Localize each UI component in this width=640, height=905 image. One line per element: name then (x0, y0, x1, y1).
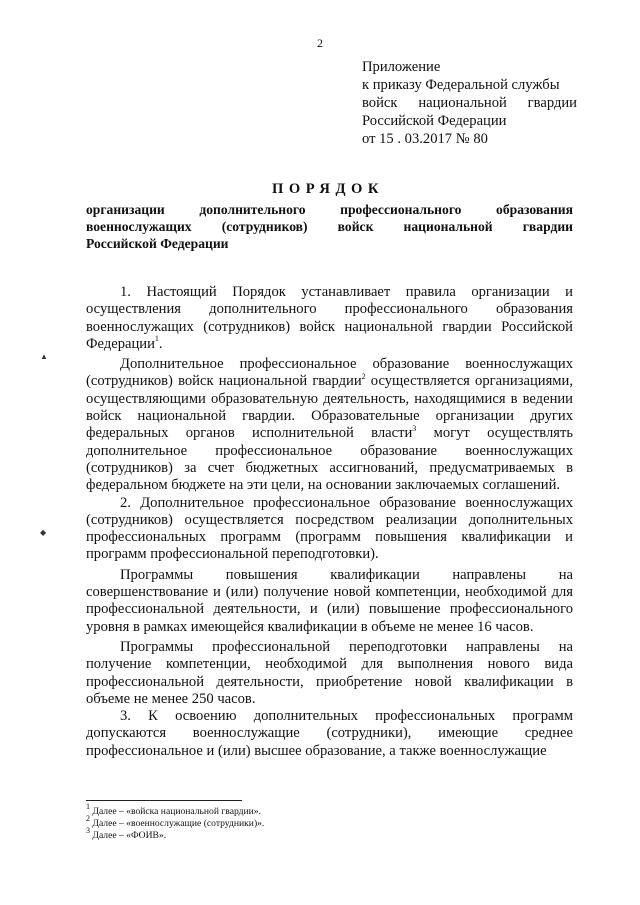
paragraph-text: Дополнительное профессиональное образование военнослужащих (сотрудников) войск национальной гвардии (86, 356, 573, 390)
margin-mark: ▲ (40, 352, 48, 361)
appendix-date-line: от 15 . 03.2017 № 80 (362, 131, 488, 147)
footnote-number: 3 (86, 825, 90, 835)
margin-mark: ◆ (40, 528, 47, 537)
appendix-line: Российской Федерации (362, 113, 507, 129)
footnote-number: 1 (86, 801, 90, 811)
footnote-number: 2 (86, 813, 90, 823)
footnote-divider (86, 800, 242, 801)
paragraph-3: 2. Дополнительное профессиональное образование военнослужащих (сотрудников) осуществляется посредством реализации дополнительных профессиональных программ (программ повышения квалификации и программ профессиональной переподготовки). (86, 494, 573, 563)
paragraph-4: Программы повышения квалификации направлены на совершенствование и (или) получение новой компетенции, необходимой для профессиональной деятельности, и (или) повышение профессионального уровня в рамках имеющейся квалификации в объеме не менее 16 часов. (86, 566, 573, 635)
paragraph-1 (86, 284, 573, 353)
paragraph-5: Программы профессиональной переподготовки направлены на получение компетенции, необходимой для выполнения нового вида профессиональной деятельности, приобретение новой квалификации в объеме не менее 250 часов. (86, 638, 573, 707)
document-body (86, 284, 573, 760)
footnote-ref: 1 (154, 334, 159, 344)
footnotes (86, 801, 406, 842)
subtitle-line: Российской Федерации (86, 236, 229, 251)
paragraph-text: могут осуществлять дополнительное профессиональное образование военнослужащих (сотрудников) за счет бюджетных ассигнований, предусматриваемых в федеральном бюджете на эти цели, на основании заключаемых соглашений. (86, 425, 573, 494)
footnote-ref: 3 (412, 423, 417, 433)
footnote (86, 825, 406, 842)
document-title: ПОРЯДОК (272, 181, 384, 197)
subtitle-line: военнослужащих (сотрудников) войск национальной гвардии (86, 219, 573, 234)
paragraph-text: . (158, 335, 163, 352)
appendix-line: войск национальной гвардии (362, 95, 577, 111)
paragraph-text: 1. Настоящий Порядок устанавливает правила организации и осуществления дополнительного профессионального образования военнослужащих (сотрудников) войск национальной гвардии Российской Федерации (86, 284, 573, 352)
appendix-header (362, 58, 577, 148)
document-subtitle (86, 201, 573, 252)
footnote (86, 801, 406, 818)
paragraph-text: осуществляется организациями, осуществляющими образовательную деятельность, находящимися в ведении войск национальной гвардии. Образовательные организации других федеральных органов исполнительной власти (86, 373, 573, 442)
paragraph-6: 3. К освоению дополнительных профессиональных программ допускаются военнослужащие (сотрудники), имеющие среднее профессиональное и (или) высшее образование, а также военнослужащие (86, 708, 573, 759)
appendix-line: к приказу Федеральной службы (362, 77, 560, 93)
footnote-text: Далее – «войска национальной гвардии». (90, 806, 261, 817)
footnote-text: Далее – «ФОИВ». (90, 830, 167, 841)
subtitle-line: организации дополнительного профессионального образования (86, 202, 573, 217)
footnote-text: Далее – «военнослужащие (сотрудники)». (90, 818, 265, 829)
page-number: 2 (317, 36, 323, 50)
footnote (86, 813, 406, 830)
footnote-ref: 2 (361, 371, 366, 381)
paragraph-2 (86, 356, 573, 494)
appendix-line: Приложение (362, 59, 441, 75)
